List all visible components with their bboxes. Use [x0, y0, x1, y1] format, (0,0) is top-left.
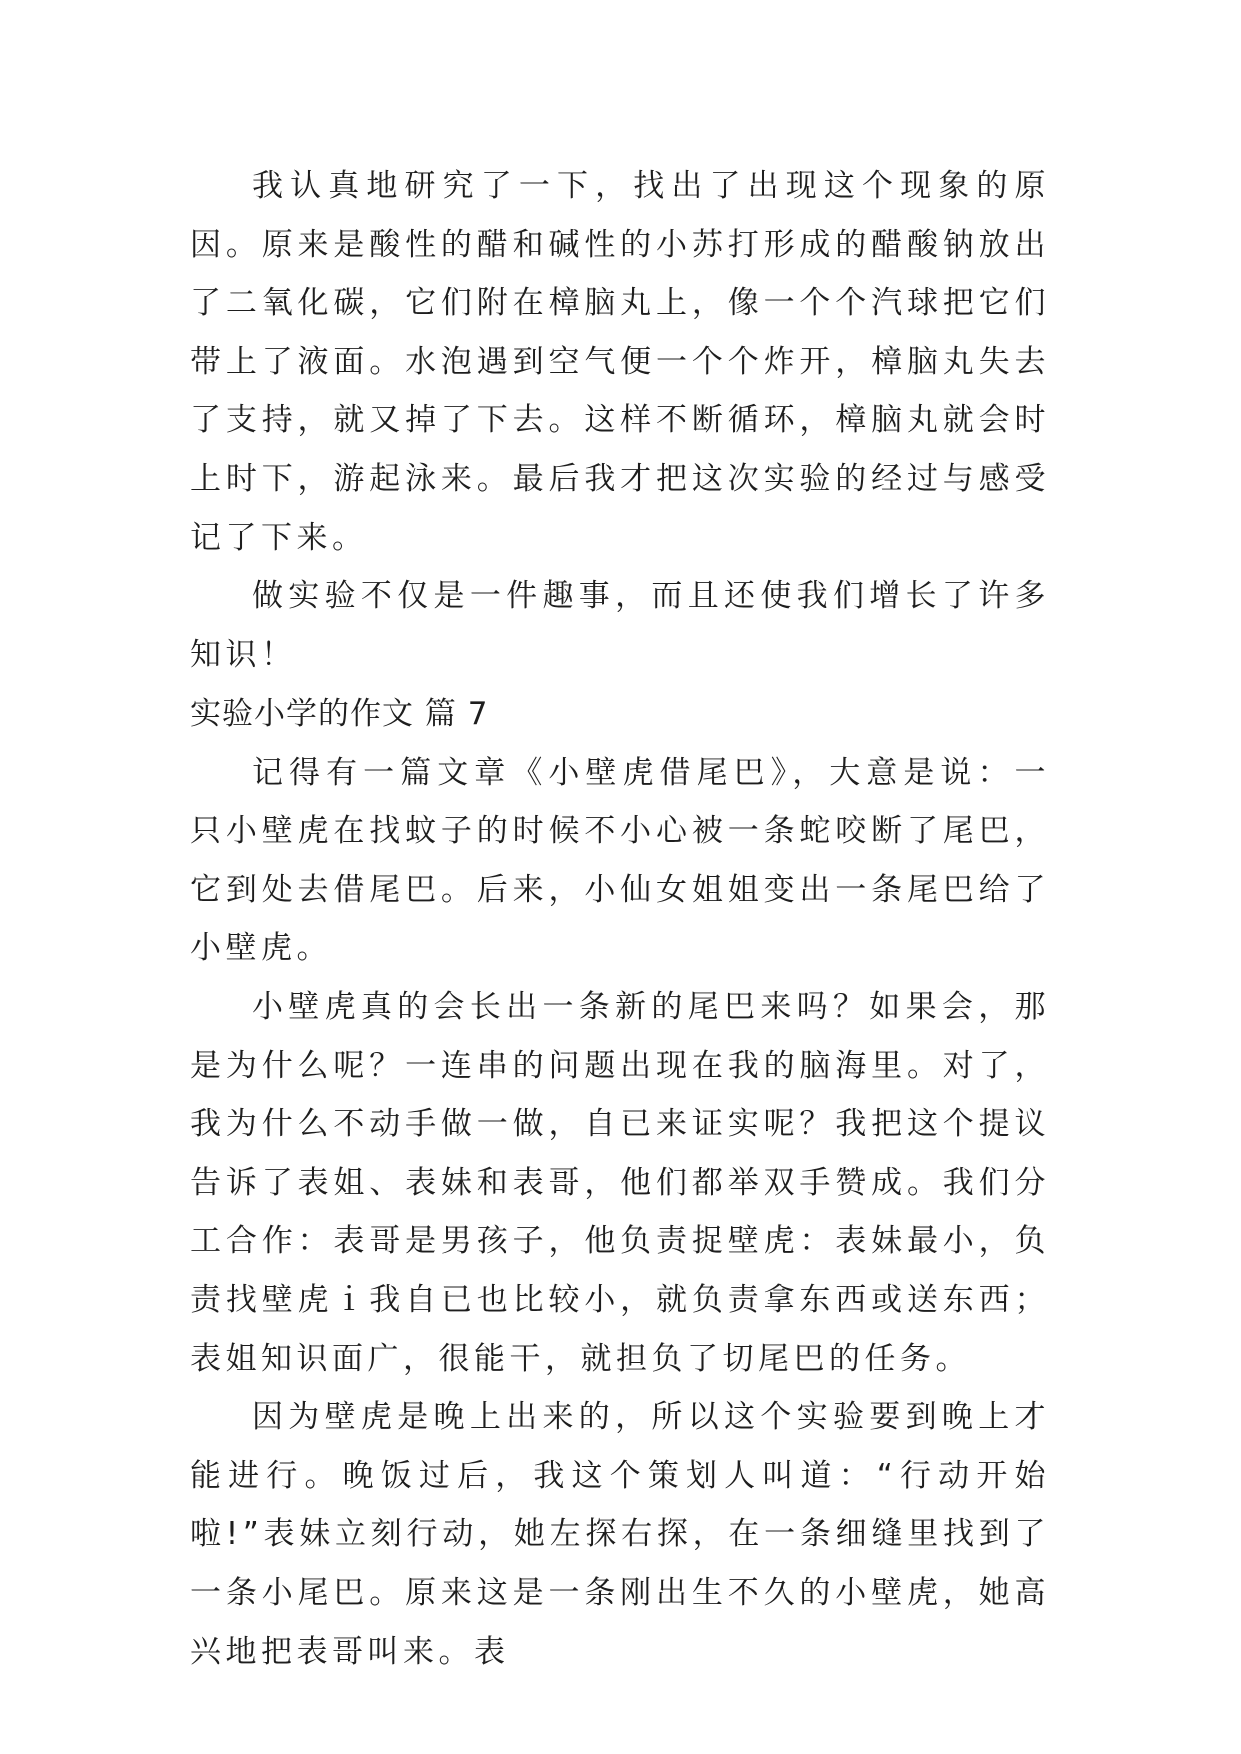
paragraph-conclusion: 做实验不仅是一件趣事，而且还使我们增长了许多知识！ [190, 578, 1050, 673]
paragraph-experiment-explanation: 我认真地研究了一下，找出了出现这个现象的原因。原来是酸性的醋和碱性的小苏打形成的醋酸钠放出了二氧化碳，它们附在樟脑丸上，像一个个汽球把它们带上了液面。水泡遇到空气便一个个炸开，樟脑丸失去了支持，就又掉了下去。这样不断循环，樟脑丸就会时上时下，游起泳来。最后我才把这次实验的经过与感受记了下来。 [190, 168, 1050, 556]
section-title: 实验小学的作文 篇 7 [190, 696, 489, 732]
paragraph-gecko-story: 记得有一篇文章《小壁虎借尾巴》，大意是说：一只小壁虎在找蚊子的时候不小心被一条蛇咬断了尾巴，它到处去借尾巴。后来，小仙女姐姐变出一条尾巴给了小壁虎。 [190, 754, 1050, 967]
paragraph-planning: 小壁虎真的会长出一条新的尾巴来吗？如果会，那是为什么呢？一连串的问题出现在我的脑海里。对了，我为什么不动手做一做，自已来证实呢？我把这个提议告诉了表姐、表妹和表哥，他们都举双手赞成。我们分工合作：表哥是男孩子，他负责捉壁虎：表妹最小，负责找壁虎ｉ我自已也比较小，就负责拿东西或送东西；表姐知识面广，很能干，就担负了切尾巴的任务。 [190, 988, 1050, 1377]
essay-continuation [190, 157, 1050, 684]
paragraph-action: 因为壁虎是晚上出来的，所以这个实验要到晚上才能进行。晚饭过后，我这个策划人叫道：“行动开始啦!”表妹立刻行动，她左探右探，在一条细缝里找到了一条小尾巴。原来这是一条刚出生不久的小壁虎，她高兴地把表哥叫来。表 [190, 1399, 1050, 1670]
essay-section-7 [190, 685, 1050, 1681]
